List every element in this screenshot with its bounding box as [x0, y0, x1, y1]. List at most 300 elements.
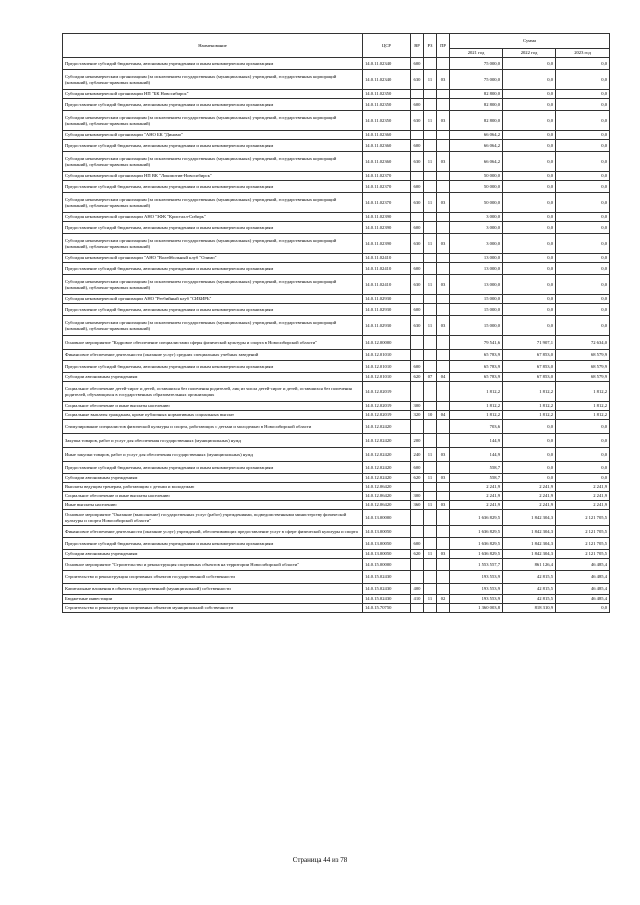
cell-pr: 03: [437, 316, 450, 336]
cell-2023: 0,0: [556, 234, 610, 254]
cell-pr: [437, 492, 450, 501]
cell-2021: 82 800,0: [450, 99, 503, 111]
cell-csr: 14.0.11.02360: [363, 152, 411, 172]
cell-2023: 0,0: [556, 172, 610, 181]
cell-2021: 50 000,0: [450, 181, 503, 193]
cell-vr: 240: [411, 448, 424, 462]
cell-pr: [437, 304, 450, 316]
table-row: [63, 448, 610, 462]
budget-table: [62, 33, 610, 613]
cell-vr: [411, 604, 424, 613]
cell-2021: 1 636 829,5: [450, 526, 503, 538]
cell-2023: 46 485,4: [556, 559, 610, 571]
cell-vr: [411, 90, 424, 99]
cell-name: Субсидии некоммерческим организациям (за исключением государственных (муниципальных) учреждений, государственных корпораций (компаний), публично-правовых компаний): [63, 316, 363, 336]
cell-2022: 1 842 304,3: [503, 510, 556, 526]
cell-vr: 300: [411, 492, 424, 501]
cell-rz: [424, 336, 437, 350]
cell-rz: [424, 604, 437, 613]
table-row: [63, 559, 610, 571]
cell-vr: [411, 336, 424, 350]
cell-rz: [424, 99, 437, 111]
cell-rz: 11: [424, 193, 437, 213]
cell-name: Строительство и реконструкция спортивных объектов государственной собственности: [63, 571, 363, 584]
cell-rz: 11: [424, 234, 437, 254]
cell-csr: 14.0.12.02019: [363, 402, 411, 411]
cell-rz: [424, 181, 437, 193]
cell-vr: 630: [411, 152, 424, 172]
cell-2023: 0,0: [556, 152, 610, 172]
cell-2022: 0,0: [503, 140, 556, 152]
cell-2021: 1 636 829,5: [450, 538, 503, 550]
cell-csr: 14.0.11.02350: [363, 99, 411, 111]
header-sum: Сумма: [450, 34, 610, 49]
cell-name: Предоставление субсидий бюджетным, автономным учреждениям и иным некоммерческим организациям: [63, 140, 363, 152]
cell-name: Субсидия некоммерческой организации "АНО БК "Динамо": [63, 131, 363, 140]
cell-csr: 14.0.12.01010: [363, 350, 411, 361]
cell-csr: 14.0.15.02430: [363, 595, 411, 604]
cell-2021: 193 553,9: [450, 595, 503, 604]
cell-2021: 13 000,0: [450, 263, 503, 275]
header-year-2022: 2022 год: [503, 49, 556, 58]
cell-2021: 66 064,2: [450, 140, 503, 152]
cell-vr: 600: [411, 99, 424, 111]
cell-pr: [437, 559, 450, 571]
cell-2023: 0,0: [556, 448, 610, 462]
table-row: [63, 538, 610, 550]
cell-2021: 15 000,0: [450, 295, 503, 304]
cell-pr: [437, 350, 450, 361]
cell-2022: 0,0: [503, 434, 556, 448]
cell-vr: 600: [411, 304, 424, 316]
cell-name: Закупка товаров, работ и услуг для обеспечения государственных (муниципальных) нужд: [63, 434, 363, 448]
cell-2023: 2 121 705,5: [556, 526, 610, 538]
cell-pr: 03: [437, 501, 450, 510]
cell-rz: [424, 213, 437, 222]
cell-2023: 0,0: [556, 222, 610, 234]
cell-rz: [424, 510, 437, 526]
cell-csr: 14.0.11.02390: [363, 213, 411, 222]
cell-vr: 630: [411, 234, 424, 254]
cell-pr: 03: [437, 275, 450, 295]
header-vr: ВР: [411, 34, 424, 58]
cell-vr: [411, 350, 424, 361]
cell-2021: 1 812,2: [450, 402, 503, 411]
cell-name: Социальные выплаты гражданам, кроме публичных нормативных социальных выплат: [63, 411, 363, 420]
table-row: [63, 510, 610, 526]
cell-name: Предоставление субсидий бюджетным, автономным учреждениям и иным некоммерческим организациям: [63, 538, 363, 550]
cell-pr: 03: [437, 193, 450, 213]
cell-2022: 818 310,9: [503, 604, 556, 613]
cell-2023: 0,0: [556, 275, 610, 295]
cell-vr: [411, 510, 424, 526]
cell-csr: 14.0.12.02420: [363, 420, 411, 434]
cell-2021: 65 783,9: [450, 361, 503, 373]
cell-vr: 200: [411, 434, 424, 448]
cell-name: Субсидия некоммерческой организации "АНО "Волейбольный клуб "Олимп": [63, 254, 363, 263]
cell-name: Предоставление субсидий бюджетным, автономным учреждениям и иным некоммерческим организациям: [63, 181, 363, 193]
cell-vr: 630: [411, 70, 424, 90]
table-row: [63, 99, 610, 111]
cell-pr: [437, 434, 450, 448]
cell-2022: 1 812,2: [503, 382, 556, 402]
cell-pr: [437, 181, 450, 193]
cell-2022: 42 815,5: [503, 584, 556, 595]
table-body: [63, 58, 610, 613]
table-row: [63, 58, 610, 70]
cell-2021: 1 812,2: [450, 382, 503, 402]
cell-csr: 14.0.12.01010: [363, 373, 411, 382]
cell-vr: [411, 295, 424, 304]
cell-csr: 14.0.11.02350: [363, 90, 411, 99]
table-row: [63, 234, 610, 254]
cell-rz: 11: [424, 275, 437, 295]
cell-csr: 14.0.13.00000: [363, 510, 411, 526]
cell-2022: 1 812,2: [503, 411, 556, 420]
cell-pr: 02: [437, 595, 450, 604]
cell-2022: 0,0: [503, 474, 556, 483]
table-row: [63, 304, 610, 316]
cell-csr: 14.0.12.02420: [363, 448, 411, 462]
cell-name: Субсидии некоммерческим организациям (за исключением государственных (муниципальных) учреждений, государственных корпораций (компаний), публично-правовых компаний): [63, 275, 363, 295]
cell-2023: 2 121 705,5: [556, 550, 610, 559]
cell-2022: 0,0: [503, 304, 556, 316]
cell-rz: [424, 58, 437, 70]
cell-name: Субсидия некоммерческой организации НП "БК Новосибирск": [63, 90, 363, 99]
cell-csr: 14.0.12.06420: [363, 483, 411, 492]
cell-2022: 0,0: [503, 420, 556, 434]
cell-name: Субсидии некоммерческим организациям (за исключением государственных (муниципальных) учреждений, государственных корпораций (компаний), публично-правовых компаний): [63, 70, 363, 90]
cell-csr: 14.0.11.02930: [363, 304, 411, 316]
cell-csr: 14.0.12.00000: [363, 336, 411, 350]
header-name: Наименование: [63, 34, 363, 58]
cell-csr: 14.0.11.02360: [363, 140, 411, 152]
cell-pr: [437, 90, 450, 99]
cell-name: Предоставление субсидий бюджетным, автономным учреждениям и иным некоммерческим организациям: [63, 462, 363, 474]
cell-rz: [424, 254, 437, 263]
cell-csr: 14.0.15.02430: [363, 584, 411, 595]
cell-2022: 2 241,9: [503, 492, 556, 501]
cell-csr: 14.0.11.02390: [363, 234, 411, 254]
cell-rz: 11: [424, 316, 437, 336]
cell-pr: 03: [437, 70, 450, 90]
cell-name: Субсидии некоммерческим организациям (за исключением государственных (муниципальных) учреждений, государственных корпораций (компаний), публично-правовых компаний): [63, 193, 363, 213]
table-row: [63, 595, 610, 604]
cell-2023: 1 812,2: [556, 411, 610, 420]
cell-pr: 03: [437, 152, 450, 172]
cell-2022: 0,0: [503, 193, 556, 213]
cell-2023: 0,0: [556, 295, 610, 304]
cell-rz: [424, 420, 437, 434]
cell-2022: 0,0: [503, 234, 556, 254]
cell-vr: 600: [411, 538, 424, 550]
cell-2023: 0,0: [556, 70, 610, 90]
table-row: [63, 275, 610, 295]
cell-rz: [424, 462, 437, 474]
cell-2022: 0,0: [503, 181, 556, 193]
cell-csr: 14.0.15.00000: [363, 559, 411, 571]
cell-rz: 11: [424, 550, 437, 559]
table-row: [63, 193, 610, 213]
cell-2021: 2 241,9: [450, 483, 503, 492]
cell-2023: 0,0: [556, 304, 610, 316]
cell-rz: [424, 382, 437, 402]
cell-vr: 600: [411, 222, 424, 234]
cell-2023: 0,0: [556, 316, 610, 336]
cell-csr: 14.0.12.02420: [363, 462, 411, 474]
cell-pr: [437, 382, 450, 402]
table-row: [63, 462, 610, 474]
cell-vr: 600: [411, 140, 424, 152]
cell-name: Финансовое обеспечение деятельности (оказание услуг) средних специальных учебных заведений: [63, 350, 363, 361]
cell-2022: 0,0: [503, 462, 556, 474]
cell-csr: 14.0.12.01010: [363, 361, 411, 373]
cell-csr: 14.0.13.00050: [363, 538, 411, 550]
cell-name: Предоставление субсидий бюджетным, автономным учреждениям и иным некоммерческим организациям: [63, 58, 363, 70]
cell-2021: 15 000,0: [450, 304, 503, 316]
cell-2021: 66 064,2: [450, 152, 503, 172]
cell-2023: 0,0: [556, 193, 610, 213]
table-row: [63, 213, 610, 222]
cell-pr: [437, 584, 450, 595]
cell-2022: 0,0: [503, 152, 556, 172]
cell-vr: 630: [411, 316, 424, 336]
cell-name: Социальное обеспечение и иные выплаты населению: [63, 492, 363, 501]
cell-2022: 71 907,1: [503, 336, 556, 350]
cell-2023: 2 241,9: [556, 483, 610, 492]
table-row: [63, 501, 610, 510]
cell-2023: 68 579,9: [556, 373, 610, 382]
cell-csr: 14.0.12.02019: [363, 411, 411, 420]
cell-rz: 10: [424, 411, 437, 420]
table-row: [63, 172, 610, 181]
cell-pr: [437, 483, 450, 492]
table-row: [63, 131, 610, 140]
cell-name: Предоставление субсидий бюджетным, автономным учреждениям и иным некоммерческим организациям: [63, 222, 363, 234]
header-csr: ЦСР: [363, 34, 411, 58]
header-year-2023: 2023 год: [556, 49, 610, 58]
cell-2021: 3 000,0: [450, 222, 503, 234]
cell-csr: 14.0.15.70750: [363, 604, 411, 613]
table-row: [63, 152, 610, 172]
cell-2022: 0,0: [503, 263, 556, 275]
cell-csr: 14.0.11.02410: [363, 275, 411, 295]
cell-rz: [424, 304, 437, 316]
cell-2023: 0,0: [556, 420, 610, 434]
cell-name: Предоставление субсидий бюджетным, автономным учреждениям и иным некоммерческим организациям: [63, 304, 363, 316]
header-rz: РЗ: [424, 34, 437, 58]
cell-2023: 0,0: [556, 213, 610, 222]
cell-pr: 03: [437, 550, 450, 559]
table-row: [63, 295, 610, 304]
table-row: [63, 181, 610, 193]
table-header: [63, 34, 610, 58]
cell-2021: 1 360 003,8: [450, 604, 503, 613]
cell-name: Субсидии некоммерческим организациям (за исключением государственных (муниципальных) учреждений, государственных корпораций (компаний), публично-правовых компаний): [63, 111, 363, 131]
cell-rz: 11: [424, 474, 437, 483]
cell-name: Предоставление субсидий бюджетным, автономным учреждениям и иным некоммерческим организациям: [63, 99, 363, 111]
header-pr: ПР: [437, 34, 450, 58]
cell-2022: 1 812,2: [503, 402, 556, 411]
cell-pr: 03: [437, 111, 450, 131]
cell-2021: 82 800,0: [450, 90, 503, 99]
table-row: [63, 402, 610, 411]
cell-2021: 50 000,0: [450, 172, 503, 181]
cell-vr: 620: [411, 550, 424, 559]
cell-name: Субсидии автономным учреждениям: [63, 373, 363, 382]
cell-vr: 630: [411, 275, 424, 295]
cell-pr: 04: [437, 373, 450, 382]
cell-rz: 11: [424, 501, 437, 510]
cell-2021: 193 553,9: [450, 571, 503, 584]
cell-rz: [424, 295, 437, 304]
cell-name: Субсидии некоммерческим организациям (за исключением государственных (муниципальных) учреждений, государственных корпораций (компаний), публично-правовых компаний): [63, 234, 363, 254]
cell-pr: 04: [437, 411, 450, 420]
cell-rz: 11: [424, 595, 437, 604]
table-row: [63, 90, 610, 99]
cell-vr: 620: [411, 474, 424, 483]
cell-rz: [424, 559, 437, 571]
table-row: [63, 70, 610, 90]
cell-name: Субсидия некоммерческой организации НП ВК "Локомотив-Новосибирск": [63, 172, 363, 181]
cell-pr: [437, 361, 450, 373]
cell-2023: 0,0: [556, 99, 610, 111]
cell-2022: 0,0: [503, 295, 556, 304]
cell-vr: [411, 420, 424, 434]
cell-vr: 600: [411, 263, 424, 275]
cell-2021: 13 000,0: [450, 254, 503, 263]
cell-2023: 2 241,9: [556, 501, 610, 510]
cell-csr: 14.0.12.02019: [363, 382, 411, 402]
cell-rz: [424, 492, 437, 501]
cell-2023: 2 121 705,5: [556, 538, 610, 550]
cell-name: Субсидии автономным учреждениям: [63, 550, 363, 559]
cell-name: Субсидия некоммерческой организации АНО "Регбийный клуб "СИБИРЬ": [63, 295, 363, 304]
cell-2022: 0,0: [503, 275, 556, 295]
cell-name: Социальное обеспечение детей-сирот и детей, оставшихся без попечения родителей, лиц из числа детей-сирот и детей, оставшихся без попечения родителей, обучающихся в государственных образовательных организациях: [63, 382, 363, 402]
cell-2022: 67 853,0: [503, 373, 556, 382]
cell-2022: 861 126,4: [503, 559, 556, 571]
cell-csr: 14.0.12.06420: [363, 501, 411, 510]
cell-rz: [424, 90, 437, 99]
cell-rz: 11: [424, 111, 437, 131]
cell-rz: [424, 434, 437, 448]
cell-2022: 42 815,5: [503, 595, 556, 604]
cell-pr: [437, 58, 450, 70]
cell-vr: 600: [411, 361, 424, 373]
table-row: [63, 474, 610, 483]
table-row: [63, 336, 610, 350]
cell-2021: 193 553,9: [450, 584, 503, 595]
table-row: [63, 604, 610, 613]
cell-name: Иные закупки товаров, работ и услуг для обеспечения государственных (муниципальных) нужд: [63, 448, 363, 462]
table-row: [63, 361, 610, 373]
cell-pr: [437, 604, 450, 613]
cell-rz: 11: [424, 152, 437, 172]
cell-name: Субсидии автономным учреждениям: [63, 474, 363, 483]
cell-2021: 558,7: [450, 462, 503, 474]
cell-2023: 68 579,9: [556, 361, 610, 373]
cell-2023: 0,0: [556, 131, 610, 140]
cell-2023: 0,0: [556, 434, 610, 448]
cell-pr: [437, 222, 450, 234]
cell-rz: [424, 222, 437, 234]
cell-2021: 703,6: [450, 420, 503, 434]
cell-2021: 1 553 557,7: [450, 559, 503, 571]
cell-vr: 630: [411, 111, 424, 131]
cell-csr: 14.0.11.02370: [363, 172, 411, 181]
cell-vr: 620: [411, 373, 424, 382]
cell-pr: [437, 131, 450, 140]
cell-csr: 14.0.11.02360: [363, 131, 411, 140]
cell-csr: 14.0.15.02430: [363, 571, 411, 584]
cell-rz: [424, 584, 437, 595]
cell-name: Субсидии некоммерческим организациям (за исключением государственных (муниципальных) учреждений, государственных корпораций (компаний), публично-правовых компаний): [63, 152, 363, 172]
cell-vr: 600: [411, 462, 424, 474]
table-row: [63, 111, 610, 131]
cell-name: Строительство и реконструкция спортивных объектов муниципальной собственности: [63, 604, 363, 613]
cell-vr: 630: [411, 193, 424, 213]
cell-2022: 0,0: [503, 316, 556, 336]
cell-name: Предоставление субсидий бюджетным, автономным учреждениям и иным некоммерческим организациям: [63, 263, 363, 275]
cell-csr: 14.0.11.02930: [363, 295, 411, 304]
cell-vr: 300: [411, 402, 424, 411]
cell-csr: 14.0.13.00050: [363, 526, 411, 538]
cell-csr: 14.0.11.02350: [363, 111, 411, 131]
cell-vr: [411, 172, 424, 181]
cell-2021: 1 636 829,5: [450, 510, 503, 526]
table-row: [63, 420, 610, 434]
cell-2021: 13 000,0: [450, 275, 503, 295]
table-row: [63, 526, 610, 538]
cell-2023: 0,0: [556, 181, 610, 193]
cell-pr: [437, 571, 450, 584]
cell-2023: 0,0: [556, 474, 610, 483]
cell-vr: 400: [411, 584, 424, 595]
cell-csr: 14.0.11.02410: [363, 254, 411, 263]
table-row: [63, 584, 610, 595]
cell-csr: 14.0.11.02340: [363, 70, 411, 90]
cell-2022: 2 241,9: [503, 483, 556, 492]
cell-pr: [437, 254, 450, 263]
cell-2021: 3 000,0: [450, 234, 503, 254]
cell-pr: [437, 295, 450, 304]
cell-vr: [411, 213, 424, 222]
cell-rz: [424, 483, 437, 492]
cell-pr: 03: [437, 234, 450, 254]
cell-csr: 14.0.13.00050: [363, 550, 411, 559]
cell-name: Бюджетные инвестиции: [63, 595, 363, 604]
cell-pr: [437, 526, 450, 538]
cell-vr: [411, 131, 424, 140]
cell-rz: [424, 571, 437, 584]
cell-pr: 03: [437, 474, 450, 483]
cell-2022: 0,0: [503, 131, 556, 140]
cell-vr: [411, 559, 424, 571]
cell-2023: 0,0: [556, 604, 610, 613]
cell-2021: 65 783,9: [450, 350, 503, 361]
table-row: [63, 492, 610, 501]
cell-2023: 72 634,0: [556, 336, 610, 350]
cell-2022: 0,0: [503, 172, 556, 181]
cell-2023: 0,0: [556, 140, 610, 152]
cell-name: Социальное обеспечение и иные выплаты населению: [63, 402, 363, 411]
cell-2023: 46 485,4: [556, 584, 610, 595]
cell-rz: [424, 172, 437, 181]
cell-rz: 11: [424, 448, 437, 462]
cell-csr: 14.0.11.02340: [363, 58, 411, 70]
cell-csr: 14.0.12.02420: [363, 474, 411, 483]
